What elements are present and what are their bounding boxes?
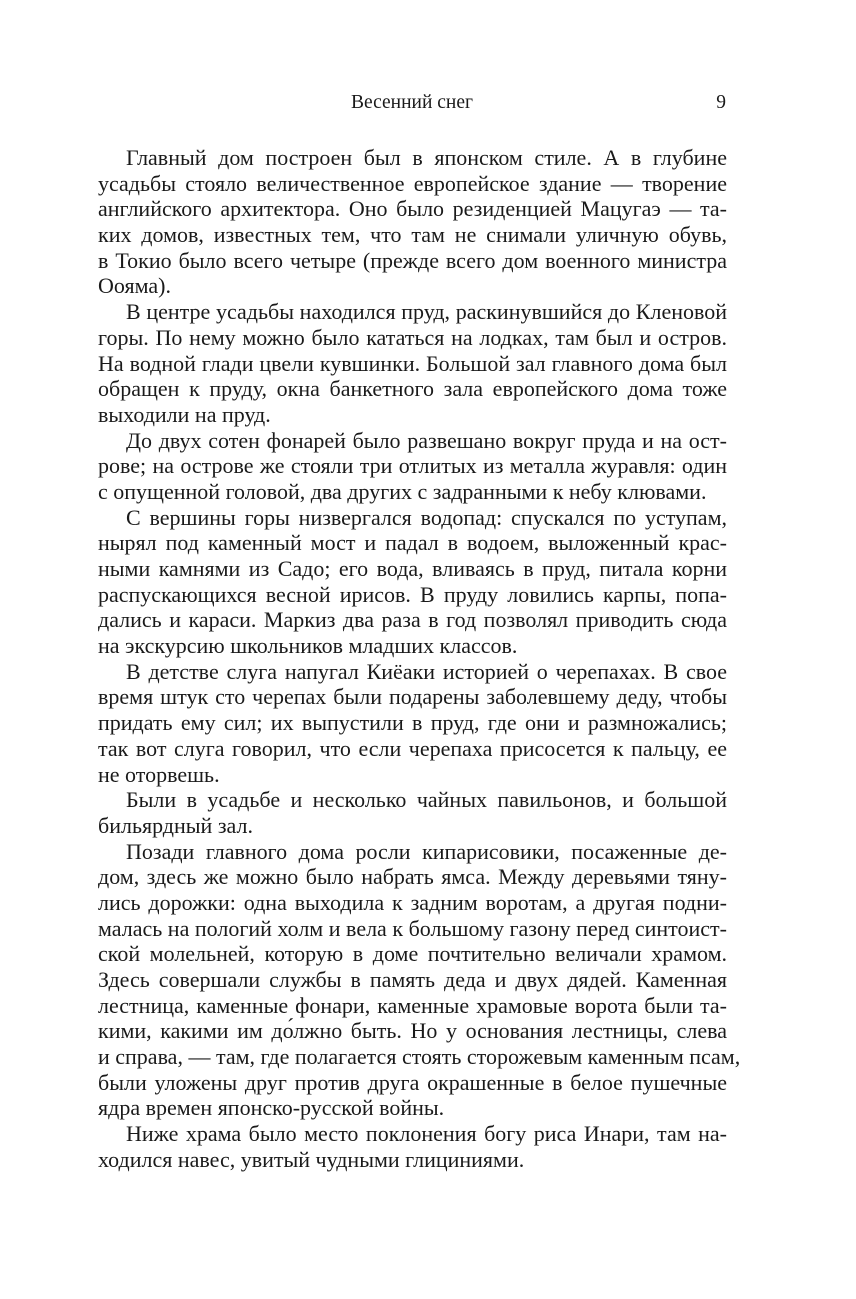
text-line: ядра времен японско-русской войны. (98, 1095, 445, 1121)
text-line: усадьбы стояло величественное европейское здание — творение (98, 170, 727, 196)
text-line: ными камнями из Садо; его вода, вливаясь в пруд, питала корни (98, 556, 727, 581)
text-line: дом, здесь же можно было набрать ямса. Между деревьями тяну- (98, 864, 727, 890)
text-line: придать ему сил; их выпустили в пруд, где они и размножались; (98, 710, 727, 736)
text-line: на экскурсию школьников младших классов. (98, 633, 518, 659)
paragraph (98, 1121, 727, 1172)
text-line: выходили на пруд. (98, 401, 271, 427)
text-line: время штук сто черепах были подарены заболевшему деду, чтобы (98, 684, 727, 710)
paragraph (98, 659, 727, 787)
paragraph (98, 145, 727, 299)
text-line: Позади главного дома росли кипарисовики, посаженные де- (126, 838, 727, 864)
text-line: не оторвешь. (98, 761, 220, 787)
text-line: горы. По нему можно было кататься на лодках, там был и остров. (98, 324, 727, 350)
text-line: малась на пологий холм и вела к большому газону перед синтоист- (98, 915, 727, 941)
text-line: обращен к пруду, окна банкетного зала европейского дома тоже (98, 376, 727, 402)
text-line: В центре усадьбы находился пруд, раскинувшийся до Кленовой (126, 299, 727, 325)
text-line: рове; на острове же стояли три отлитых из металла журавля: один (98, 453, 727, 479)
paragraph (98, 299, 727, 427)
text-line: лись дорожки: одна выходила к задним воротам, а другая подни- (98, 889, 727, 915)
text-line: Оояма). (98, 273, 171, 299)
paragraph (98, 428, 727, 505)
text-line: дались и караси. Маркиз два раза в год позволял приводить сюда (98, 607, 727, 633)
text-line: и справа, — там, где полагается стоять сторожевым каменным псам, (98, 1044, 741, 1070)
text-line: В детстве слуга напугал Киёаки историей о черепахах. В свое (126, 658, 727, 684)
text-line: с опущенной головой, два других с задранными к небу клювами. (98, 478, 707, 504)
text-line: ской молельней, которую в доме почтительно величали храмом. (98, 941, 727, 967)
running-title: Весенний снег (350, 92, 474, 113)
text-line: Главный дом построен был в японском стиле. А в глубине (126, 145, 727, 170)
text-line: английского архитектора. Оно было резиденцией Мацугаэ — та- (98, 196, 727, 222)
paragraph (98, 787, 727, 838)
text-line: были уложены друг против друга окрашенные в белое пушечные (98, 1069, 727, 1095)
text-line: До двух сотен фонарей было развешано вокруг пруда и на ост- (126, 427, 727, 453)
text-line: Здесь совершали службы в память деда и двух дядей. Каменная (98, 967, 727, 992)
text-line: Ниже храма было место поклонения богу риса Инари, там на- (126, 1121, 727, 1147)
text-line: нырял под каменный мост и падал в водоем, выложенный крас- (98, 530, 727, 556)
text-line: так вот слуга говорил, что если черепаха присосется к пальцу, ее (98, 735, 727, 761)
text-line: лестница, каменные фонари, каменные храмовые ворота были та- (98, 992, 727, 1018)
paragraph (98, 505, 727, 659)
page-number: 9 (716, 92, 726, 113)
text-line: ких домов, известных тем, что там не снимали уличную обувь, (98, 222, 727, 248)
running-head (98, 90, 726, 116)
body-text (98, 145, 741, 1173)
text-line: кими, какими им до́лжно быть. Но у основания лестницы, слева (98, 1018, 727, 1044)
text-line: На водной глади цвели кувшинки. Большой зал главного дома был (98, 350, 727, 376)
text-line: С вершины горы низвергался водопад: спускался по уступам, (126, 504, 727, 530)
text-line: Были в усадьбе и несколько чайных павильонов, и большой (126, 787, 727, 813)
text-line: ходился навес, увитый чудными глициниями. (98, 1146, 525, 1172)
text-line: распускающихся весной ирисов. В пруду ловились карпы, попа- (98, 581, 727, 607)
text-line: в Токио было всего четыре (прежде всего дом военного министра (98, 247, 727, 273)
paragraph (98, 838, 741, 1122)
text-line: бильярдный зал. (98, 812, 253, 838)
